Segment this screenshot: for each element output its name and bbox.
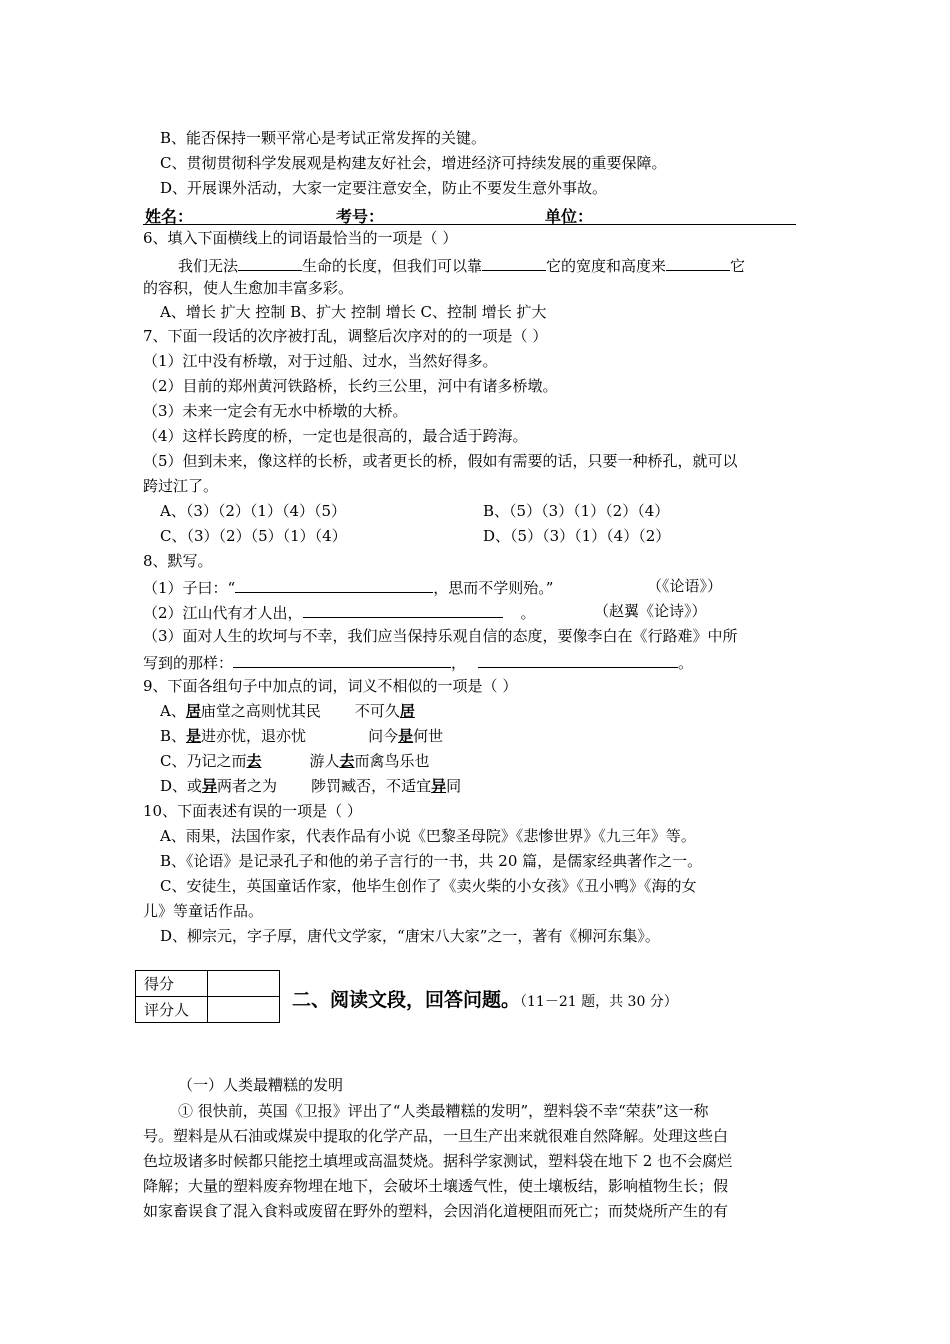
q6-blank-2: [482, 254, 546, 271]
q9-d-text-3: 同: [446, 777, 462, 795]
q8-3-blank-1: [233, 651, 451, 668]
q9-c-text-2: 而禽鸟乐也: [354, 752, 430, 770]
q10-option-a: A、雨果，法国作家，代表作品有小说《巴黎圣母院》《悲惨世界》《九三年》等。: [160, 827, 696, 845]
q9-d-text-2: 陟罚臧否，不适宜: [311, 777, 432, 795]
q8-2-prefix: （2）江山代有才人出，: [143, 604, 303, 622]
q8-1-prefix: （1）子曰：“: [143, 579, 236, 597]
q7-sentence-5: （5）但到未来，像这样的长桥，或者更长的桥，假如有需要的话，只要一种桥孔，就可以: [143, 452, 738, 470]
q9-c-label: C、乃记之而: [160, 752, 247, 770]
exam-number-label: 考号：: [336, 207, 385, 226]
q5-option-b: B、能否保持一颗平常心是考试正常发挥的关键。: [160, 129, 487, 147]
q10-option-b: B、《论语》是记录孔子和他的弟子言行的一书，共 20 篇，是儒家经典著作之一。: [160, 852, 703, 870]
q9-a-label: A、: [160, 702, 186, 720]
q8-3-end: 。: [678, 654, 694, 672]
reading-para-line-4: 降解；大量的塑料废弃物埋在地下，会破坏土壤透气性，使土壤板结，影响植物生长；假: [143, 1177, 729, 1195]
q6-passage-line1: [178, 254, 745, 276]
q9-option-b: [160, 726, 443, 746]
q9-b-word-2: 是: [398, 727, 414, 745]
q8-2-suffix: 。: [520, 604, 536, 622]
q7-option-d: D、（5）（3）（1）（4）（2）: [483, 527, 671, 545]
section-2-title: 二、阅读文段，回答问题。: [292, 989, 521, 1011]
score-value-cell[interactable]: [208, 971, 280, 997]
q6-text-a: 我们无法: [178, 257, 239, 275]
q9-d-word-2: 异: [431, 777, 447, 795]
q6-passage-line2: 的容积，使人生愈加丰富多彩。: [143, 279, 354, 297]
q8-stem: 8、默写。: [143, 552, 213, 570]
section-2-heading: [292, 985, 678, 1012]
q9-d-label: D、或: [160, 777, 203, 795]
q6-options: A、增长 扩大 控制 B、扩大 控制 增长 C、控制 增长 扩大: [160, 303, 547, 321]
q8-line-3-cont: [143, 651, 693, 673]
q9-a-word-1: 居: [185, 702, 201, 720]
q9-option-a: [160, 701, 415, 721]
q6-text-d: 它: [730, 257, 746, 275]
q9-b-text: 进亦忧，退亦忧: [201, 727, 307, 745]
grader-label: 评分人: [136, 997, 208, 1023]
q10-option-d: D、柳宗元，字子厚，唐代文学家，“唐宋八大家”之一，著有《柳河东集》。: [160, 927, 660, 945]
q8-3-prefix: 写到的那样：: [143, 654, 234, 672]
q8-line-2: [143, 601, 536, 623]
q8-1-suffix: ，思而不学则殆。”: [433, 579, 554, 597]
section-2-note: （11－21 题，共 30 分）: [520, 994, 678, 1010]
q8-line-1: [143, 576, 553, 598]
q9-a-text-2: 不可久: [354, 702, 400, 720]
q8-1-source: （《论语》）: [647, 577, 723, 595]
q9-a-word-2: 居: [399, 702, 415, 720]
grader-value-cell[interactable]: [208, 997, 280, 1023]
q7-sentence-5-cont: 跨过江了。: [143, 477, 219, 495]
q9-c-text: 游人: [309, 752, 340, 770]
reading-para-line-3: 色垃圾诸多时候都只能挖土填埋或高温焚烧。据科学家测试，塑料袋在地下 2 也不会腐烂: [143, 1152, 733, 1170]
score-label: 得分: [136, 971, 208, 997]
reading-title: （一）人类最糟糕的发明: [178, 1076, 344, 1094]
q9-option-c: [160, 751, 430, 771]
q9-c-word-1: 去: [246, 752, 262, 770]
q7-option-b: B、（5）（3）（1）（2）（4）: [483, 502, 670, 520]
q7-sentence-4: （4）这样长跨度的桥，一定也是很高的，最合适于跨海。: [143, 427, 528, 445]
q8-3-blank-2: [478, 651, 678, 668]
reading-para-line-1: ① 很快前，英国《卫报》评出了“人类最糟糕的发明”，塑料袋不幸“荣获”这一称: [178, 1102, 709, 1120]
q10-option-c: C、安徒生，英国童话作家，他毕生创作了《卖火柴的小女孩》《丑小鸭》《海的女: [160, 877, 697, 895]
name-label: 姓名：: [145, 207, 194, 226]
q7-option-a: A、（3）（2）（1）（4）（5）: [160, 502, 347, 520]
q10-option-c-cont: 儿》等童话作品。: [143, 902, 264, 920]
q9-b-word-1: 是: [186, 727, 202, 745]
q7-option-c: C、（3）（2）（5）（1）（4）: [160, 527, 347, 545]
q8-line-3: （3）面对人生的坎坷与不幸，我们应当保持乐观自信的态度，要像李白在《行路难》中所: [143, 627, 738, 645]
score-table: [135, 970, 280, 1023]
q10-stem: 10、下面表述有误的一项是（ ）: [143, 802, 362, 820]
q8-2-source: （赵翼《论诗》）: [594, 602, 707, 620]
q7-sentence-1: （1）江中没有桥墩，对于过船、过水，当然好得多。: [143, 352, 498, 370]
q9-b-text-2: 问今: [368, 727, 399, 745]
q6-blank-1: [238, 254, 302, 271]
q8-3-comma: ，: [451, 654, 467, 672]
q7-stem: 7、下面一段话的次序被打乱，调整后次序对的的一项是（ ）: [143, 327, 548, 345]
q9-stem: 9、下面各组句子中加点的词，词义不相似的一项是（ ）: [143, 677, 518, 695]
q6-blank-3: [666, 254, 730, 271]
q7-sentence-3: （3）未来一定会有无水中桥墩的大桥。: [143, 402, 408, 420]
q8-1-blank: [235, 576, 433, 593]
q9-a-text: 庙堂之高则忧其民: [200, 702, 321, 720]
q6-text-c: 它的宽度和高度来: [546, 257, 667, 275]
q5-option-d: D、开展课外活动，大家一定要注意安全，防止不要发生意外事故。: [160, 179, 608, 197]
q6-stem: 6、填入下面横线上的词语最恰当的一项是（ ）: [143, 229, 458, 247]
q8-2-blank: [303, 601, 503, 618]
q9-option-d: [160, 776, 461, 796]
student-info-header: [143, 204, 796, 225]
q6-text-b: 生命的长度，但我们可以靠: [302, 257, 483, 275]
reading-para-line-5: 如家畜误食了混入食料或废留在野外的塑料，会因消化道梗阻而死亡；而焚烧所产生的有: [143, 1202, 729, 1220]
unit-label: 单位：: [545, 207, 594, 226]
q9-d-word-1: 异: [202, 777, 218, 795]
q9-c-word-2: 去: [339, 752, 355, 770]
q9-b-text-3: 何世: [413, 727, 444, 745]
q7-sentence-2: （2）目前的郑州黄河铁路桥，长约三公里，河中有诸多桥墩。: [143, 377, 558, 395]
q5-option-c: C、贯彻贯彻科学发展观是构建友好社会，增进经济可持续发展的重要保障。: [160, 154, 667, 172]
reading-para-line-2: 号。塑料是从石油或煤炭中提取的化学产品，一旦生产出来就很难自然降解。处理这些白: [143, 1127, 729, 1145]
q9-d-text: 两者之为: [217, 777, 278, 795]
q9-b-label: B、: [160, 727, 187, 745]
